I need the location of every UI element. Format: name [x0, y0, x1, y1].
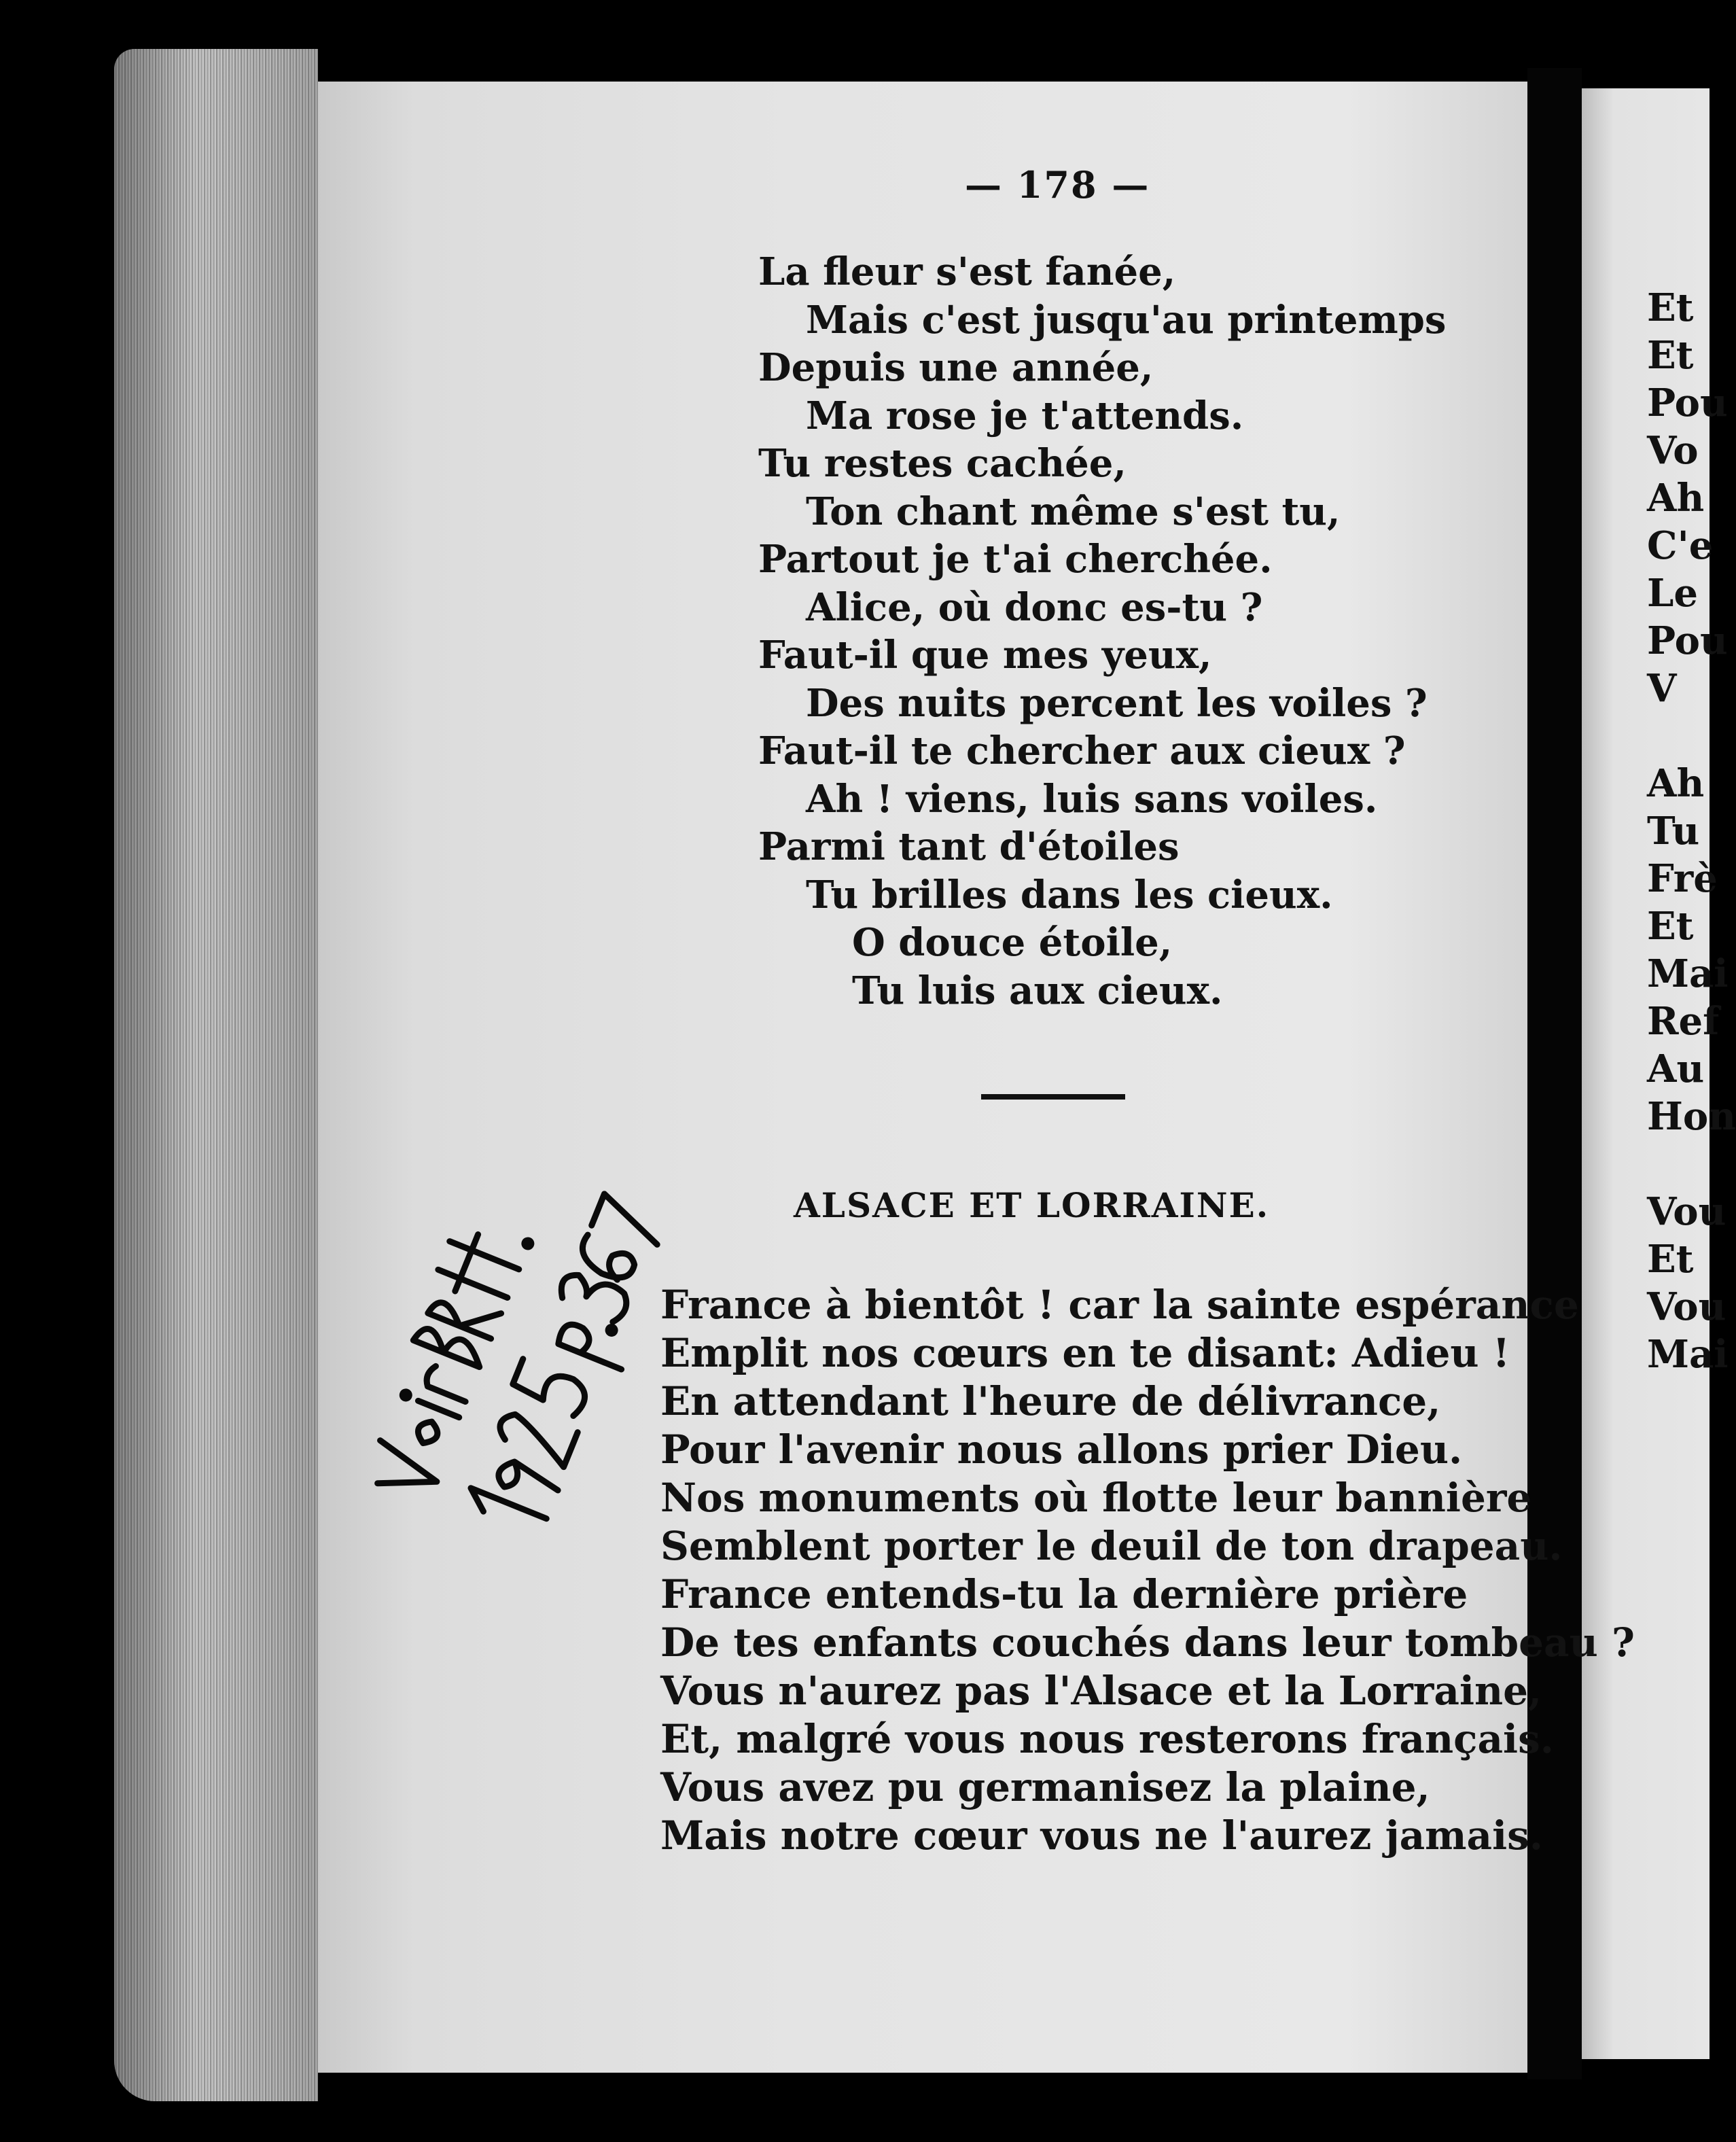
poem-line: Vous n'aurez pas l'Alsace et la Lorraine, [660, 1668, 1542, 1714]
poem-line: Tu luis aux cieux. [852, 968, 1223, 1013]
poem-line: Partout je t'ai cherchée. [758, 537, 1273, 582]
poem-line: De tes enfants couchés dans leur tombeau ? [660, 1619, 1635, 1666]
right-page-line-fragment: Hon [1647, 1094, 1736, 1139]
right-page-line-fragment: Pou [1647, 618, 1728, 663]
right-page-text-fragments [1647, 284, 1736, 1378]
right-page-line-fragment: Mai [1647, 951, 1729, 996]
right-page-line-fragment: Ah [1647, 761, 1705, 806]
poem-line: Pour l'avenir nous allons prier Dieu. [660, 1426, 1463, 1473]
poem-line: Mais c'est jusqu'au printemps [806, 297, 1447, 343]
poem-alsace-lorraine [660, 1281, 1635, 1860]
poem-line: Ah ! viens, luis sans voiles. [806, 776, 1378, 822]
poem-line: Faut-il te chercher aux cieux ? [758, 728, 1406, 773]
poem-line: Vous avez pu germanisez la plaine, [660, 1764, 1430, 1810]
poem-line: France à bientôt ! car la sainte espérance [660, 1282, 1579, 1328]
poem-line: En attendant l'heure de délivrance, [660, 1378, 1441, 1424]
right-page-line-fragment: Et [1647, 285, 1694, 330]
stanza-gap [1647, 1140, 1736, 1188]
right-page-line-fragment: Au [1647, 1047, 1705, 1091]
right-page-line-fragment: Ref [1647, 999, 1720, 1044]
right-page-line-fragment: Tu [1647, 809, 1700, 854]
poem-line: Et, malgré vous nous resterons français. [660, 1716, 1554, 1762]
poem-line: Tu brilles dans les cieux. [806, 872, 1333, 917]
handwritten-annotation [326, 1182, 679, 1563]
poem-line: Semblent porter le deuil de ton drapeau. [660, 1523, 1563, 1569]
right-page-line-fragment: Vo [1647, 428, 1699, 473]
poem-line: La fleur s'est fanée, [758, 249, 1176, 294]
right-page-line-fragment: Et [1647, 333, 1694, 378]
poem-line: Alice, où donc es-tu ? [806, 584, 1263, 630]
poem-line: Nos monuments où flotte leur bannière [660, 1475, 1532, 1521]
page-edges-shadow [114, 49, 318, 2101]
handwritten-annotation-drawing [326, 1182, 679, 1563]
right-page-line-fragment: Vou [1647, 1189, 1726, 1234]
section-divider [981, 1094, 1125, 1100]
poem-alice [758, 248, 1446, 1015]
right-page-line-fragment: Frè [1647, 856, 1718, 901]
right-page-line-fragment: Pou [1647, 381, 1728, 425]
poem-line: Faut-il que mes yeux, [758, 633, 1212, 678]
poem-line: Ma rose je t'attends. [806, 393, 1244, 438]
stanza-gap [1647, 712, 1736, 760]
right-page-line-fragment: Ah [1647, 476, 1705, 521]
right-page-line-fragment: Mai [1647, 1332, 1729, 1377]
poem-line: Mais notre cœur vous ne l'aurez jamais. [660, 1812, 1543, 1859]
section-title: ALSACE ET LORRAINE. [794, 1185, 1270, 1225]
poem-line: Depuis une année, [758, 345, 1154, 390]
right-page-line-fragment: C'e [1647, 523, 1714, 568]
right-page-line-fragment: V [1647, 666, 1677, 711]
poem-line: Tu restes cachée, [758, 441, 1127, 486]
right-page-line-fragment: Et [1647, 1237, 1694, 1282]
poem-line: Des nuits percent les voiles ? [806, 680, 1428, 726]
poem-line: O douce étoile, [852, 920, 1173, 965]
right-page-line-fragment: Et [1647, 904, 1694, 949]
page-number: — 178 — [965, 163, 1150, 207]
poem-line: Emplit nos cœurs en te disant: Adieu ! [660, 1330, 1510, 1376]
poem-line: France entends-tu la dernière prière [660, 1571, 1468, 1617]
poem-line: Parmi tant d'étoiles [758, 824, 1180, 869]
right-page-line-fragment: Vou [1647, 1284, 1726, 1329]
poem-line: Ton chant même s'est tu, [806, 489, 1341, 534]
right-page-line-fragment: Le [1647, 571, 1699, 616]
